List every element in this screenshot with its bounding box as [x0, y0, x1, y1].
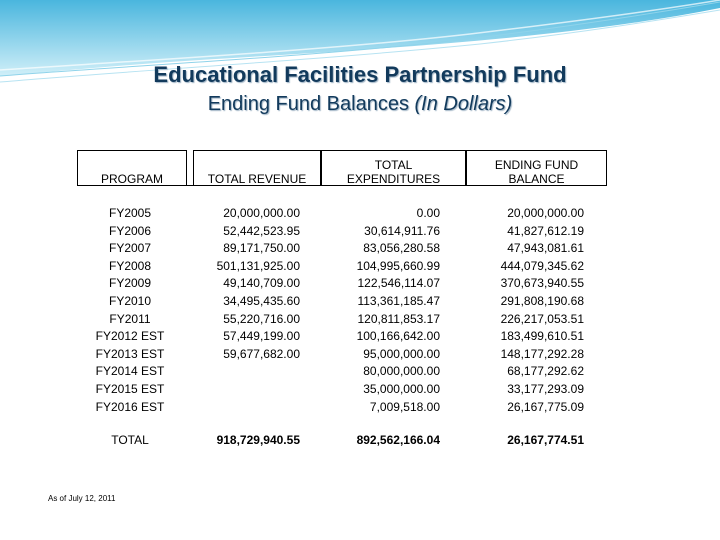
- cell-expenditures: 122,546,114.07: [357, 276, 440, 291]
- cell-program: FY2016 EST: [95, 399, 165, 414]
- header-balance-label-2: BALANCE: [508, 172, 565, 186]
- cell-expenditures: 120,811,853.17: [357, 311, 440, 326]
- cell-expenditures: 7,009,518.00: [369, 399, 440, 414]
- cell-program: FY2013 EST: [95, 346, 165, 361]
- total-balance: 26,167,774.51: [507, 433, 584, 447]
- cell-revenue: 20,000,000.00: [223, 206, 300, 220]
- cell-expenditures: 113,361,185.47: [357, 293, 440, 308]
- cell-program: FY2008: [108, 258, 152, 273]
- program-column: [80, 205, 180, 416]
- cell-revenue: 52,442,523.95: [223, 223, 300, 238]
- cell-balance: 444,079,345.62: [500, 258, 584, 273]
- cell-balance: 41,827,612.19: [507, 223, 584, 238]
- page-title: Educational Facilities Partnership Fund: [153, 62, 567, 87]
- cell-balance: 183,499,610.51: [500, 329, 584, 344]
- cell-balance: 291,808,190.68: [500, 293, 584, 308]
- cell-balance: 20,000,000.00: [507, 206, 584, 220]
- cell-balance: 226,217,053.51: [500, 311, 584, 326]
- cell-revenue: 57,449,199.00: [223, 329, 300, 344]
- cell-balance: 370,673,940.55: [500, 276, 584, 291]
- cell-revenue: 49,140,709.00: [223, 276, 300, 291]
- header-program-label: PROGRAM: [100, 172, 163, 186]
- cell-program: FY2005: [108, 206, 152, 220]
- cell-expenditures: 80,000,000.00: [363, 364, 440, 379]
- cell-balance: 148,177,292.28: [500, 346, 584, 361]
- cell-expenditures: 83,056,280.58: [363, 241, 440, 256]
- cell-balance: 33,177,293.09: [507, 381, 584, 396]
- cell-program: FY2011: [109, 311, 151, 326]
- cell-program: FY2015 EST: [95, 381, 165, 396]
- header-program: [77, 150, 187, 186]
- expenditures-column: [340, 205, 440, 416]
- subtitle-main: Ending Fund Balances: [207, 93, 409, 115]
- header-expenditures-label-1: TOTAL: [374, 158, 413, 172]
- cell-program: FY2014 EST: [95, 364, 165, 379]
- footnote: As of July 12, 2011: [48, 494, 116, 503]
- cell-expenditures: 35,000,000.00: [363, 381, 440, 396]
- subtitle-units: (In Dollars): [414, 93, 513, 115]
- header-balance-label-1: ENDING FUND: [494, 158, 579, 172]
- cell-revenue: 501,131,925.00: [216, 258, 300, 273]
- header-expenditures-label-2: EXPENDITURES: [346, 172, 441, 186]
- cell-program: FY2006: [108, 223, 152, 238]
- page-subtitle: [0, 93, 720, 116]
- cell-program: FY2007: [108, 241, 152, 256]
- header-revenue-label: TOTAL REVENUE: [207, 172, 307, 186]
- header-balance: [466, 150, 607, 186]
- balance-column: [484, 205, 584, 416]
- cell-expenditures: 100,166,642.00: [356, 329, 440, 344]
- cell-revenue: 34,495,435.60: [223, 293, 300, 308]
- cell-program: FY2009: [108, 276, 152, 291]
- revenue-column: [200, 205, 300, 363]
- cell-expenditures: 104,995,660.99: [356, 258, 440, 273]
- total-expenditures: 892,562,166.04: [356, 433, 440, 447]
- total-revenue: 918,729,940.55: [216, 433, 300, 447]
- cell-balance: 47,943,081.61: [507, 241, 584, 256]
- header-expenditures: [321, 150, 466, 186]
- cell-program: FY2012 EST: [95, 329, 165, 344]
- cell-balance: 26,167,775.09: [507, 399, 584, 414]
- cell-revenue: 89,171,750.00: [223, 241, 300, 256]
- header-revenue: [193, 150, 321, 186]
- cell-revenue: 55,220,716.00: [223, 311, 300, 326]
- cell-expenditures: 0.00: [416, 206, 440, 220]
- cell-revenue: 59,677,682.00: [223, 346, 300, 361]
- cell-balance: 68,177,292.62: [507, 364, 584, 379]
- cell-expenditures: 30,614,911.76: [364, 223, 440, 238]
- cell-expenditures: 95,000,000.00: [363, 346, 440, 361]
- cell-program: FY2010: [108, 293, 152, 308]
- total-label: TOTAL: [111, 433, 149, 447]
